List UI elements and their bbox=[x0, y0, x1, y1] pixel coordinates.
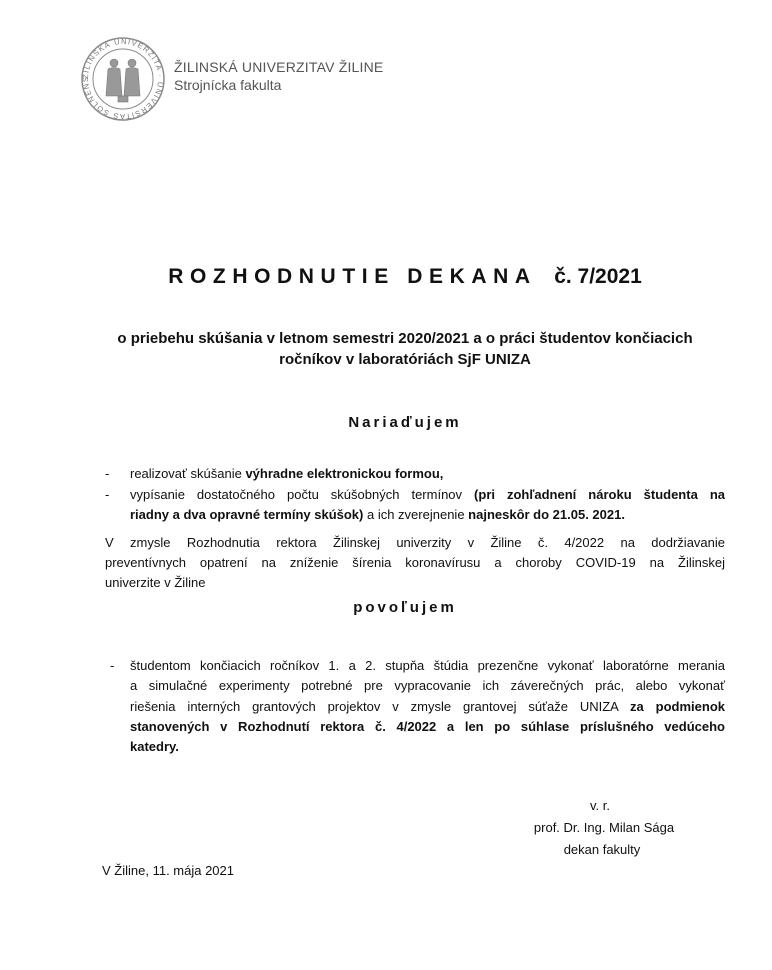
title-main: ROZHODNUTIE DEKANA bbox=[168, 265, 537, 288]
heading-povolujem: povoľujem bbox=[353, 599, 457, 616]
signature-name: prof. Dr. Ing. Milan Sága bbox=[533, 820, 675, 835]
list-dash-1: - bbox=[105, 466, 110, 481]
permit-line-5: katedry. bbox=[130, 739, 179, 754]
list-dash-2: - bbox=[105, 487, 110, 502]
signature-vr: v. r. bbox=[590, 798, 610, 813]
title-number: č. 7/2021 bbox=[554, 265, 642, 288]
list-item-2-line-1: vypísanie dostatočného počtu skúšobných termínov (pri zohľadnení nároku študenta na bbox=[130, 487, 725, 502]
list-dash-3: - bbox=[110, 658, 115, 673]
subject-line-2: ročníkov v laboratóriách SjF UNIZA bbox=[279, 351, 531, 368]
document-date: V Žiline, 11. mája 2021 bbox=[102, 863, 234, 878]
svg-text:ŽILINSKÁ UNIVERZITA · UNIVERSI: ŽILINSKÁ UNIVERZITA · UNIVERSITAS SOLNENS bbox=[80, 36, 166, 122]
document-subject bbox=[80, 328, 730, 370]
signature-role: dekan fakulty bbox=[563, 842, 641, 857]
faculty-name: Strojnícka fakulta bbox=[174, 77, 282, 93]
basis-line-1: V zmysle Rozhodnutia rektora Žilinskej univerzity v Žiline č. 4/2022 na dodržiavanie bbox=[105, 535, 725, 550]
permit-line-2: a simulačné experimenty potrebné pre vypracovanie ich záverečných prác, alebo vykonať bbox=[130, 678, 725, 693]
document-title bbox=[0, 262, 772, 292]
permit-line-1: študentom končiacich ročníkov 1. a 2. stupňa štúdia prezenčne vykonať laboratórne merania bbox=[130, 658, 725, 673]
permit-line-3: riešenia interných grantových projektov v zmysle grantovej súťaže UNIZA za podmienok bbox=[130, 699, 725, 714]
list-item-1: realizovať skúšanie výhradne elektronickou formou, bbox=[130, 466, 444, 481]
university-seal-icon bbox=[80, 36, 166, 122]
basis-line-2: preventívnych opatrení na zníženie šírenia koronavírusu a choroby COVID-19 na Žilinskej bbox=[105, 555, 725, 570]
university-name: ŽILINSKÁ UNIVERZITAV ŽILINE bbox=[174, 59, 384, 75]
list-item-2-line-2: riadny a dva opravné termíny skúšok) a ich zverejnenie najneskôr do 21.05. 2021. bbox=[130, 507, 625, 522]
basis-line-3: univerzite v Žiline bbox=[105, 575, 206, 590]
subject-line-1: o priebehu skúšania v letnom semestri 2020/2021 a o práci študentov končiacich bbox=[117, 330, 693, 347]
heading-nariadujem: Nariaďujem bbox=[348, 414, 462, 431]
permit-line-4: stanovených v Rozhodnutí rektora č. 4/2022 a len po súhlase príslušného vedúceho bbox=[130, 719, 725, 734]
